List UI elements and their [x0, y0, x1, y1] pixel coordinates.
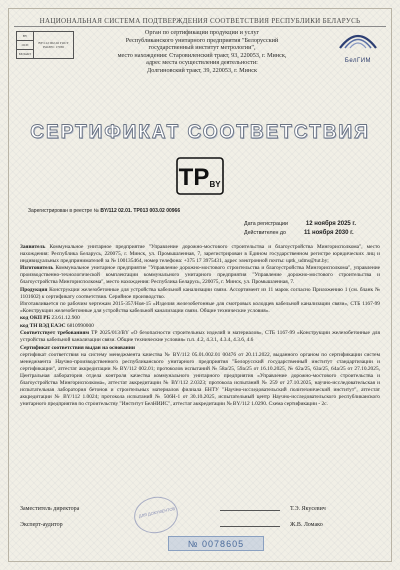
director-name: Т.Э. Якусевич	[290, 506, 326, 512]
registration-date: 12 ноября 2025 г.	[305, 221, 356, 227]
tr-by-mark-icon	[176, 157, 224, 195]
product-label: Продукция	[20, 286, 48, 293]
badge-cell: BY	[17, 32, 33, 41]
expert-label: Эксперт-аудитор	[20, 522, 63, 528]
okp-line	[20, 315, 380, 322]
conforms-paragraph	[20, 330, 380, 344]
tr-mark-sub: BY	[209, 180, 221, 189]
expert-signature-row	[20, 522, 380, 528]
product-paragraph	[20, 287, 380, 301]
expert-name: Ж.В. Ломако	[290, 522, 323, 528]
director-signature-line	[220, 504, 280, 511]
certification-body	[86, 29, 318, 74]
badge-text: BY/112 002.02 ГОСТ ISO/IEC 17065	[38, 40, 69, 49]
stamp-text: ДЛЯ ДОКУМЕНТОВ	[138, 505, 176, 519]
manufacturer-paragraph	[20, 265, 380, 286]
organ-line: Республиканского унитарного предприятия "Белорусский	[125, 36, 279, 44]
date-block	[244, 220, 356, 238]
tnved-line	[20, 323, 380, 330]
issued-label-line	[20, 345, 380, 352]
organ-line: государственный институт метрологии",	[148, 44, 256, 51]
made-by-paragraph: Изготавливается по рабочим чертежам 2015-357/Ноя-15 «Изделия железобетонные для смотровых колодцев кабельной канализации связи», СТБ 1167-99 «Конструкции железобетонные для устройства кабельной канализации связи. Общие технические условия».	[20, 301, 380, 314]
certificate-title: СЕРТИФИКАТ СООТВЕТСТВИЯ	[30, 122, 370, 143]
belgim-logo	[330, 28, 386, 62]
badge-cell: ОСП	[17, 41, 33, 50]
tr-mark-main: TP	[178, 164, 210, 191]
issued-label: Сертификат соответствия выдан на основании	[20, 344, 135, 351]
tnved-label: код ТН ВЭД ЕАЭС	[20, 322, 66, 329]
belgim-emblem-icon	[337, 28, 379, 52]
manufacturer-label: Изготовитель	[20, 265, 54, 272]
organ-line: Долгиновский тракт, 39, 220053, г. Минск	[146, 66, 257, 74]
organ-line: место нахождения: Старовиленский тракт, 93, 220053, г. Минск,	[117, 51, 287, 59]
conforms-label: Соответствует требованиям	[20, 330, 90, 337]
okp-label: код ОКП РБ	[20, 315, 51, 322]
director-label: Заместитель директора	[20, 506, 80, 512]
applicant-paragraph	[20, 244, 380, 265]
national-system-line: НАЦИОНАЛЬНАЯ СИСТЕМА ПОДТВЕРЖДЕНИЯ СООТВЕТСТВИЯ РЕСПУБЛИКИ БЕЛАРУСЬ	[14, 17, 386, 27]
applicant-label: Заявитель	[20, 244, 46, 250]
serial-number: № 0078605	[168, 536, 264, 551]
registration-date-label: Дата регистрации	[244, 221, 288, 227]
accreditation-badge	[16, 31, 74, 59]
tnved-code: 6810990000	[66, 322, 94, 329]
valid-until-label: Действителен до	[244, 230, 286, 236]
valid-until-date: 11 ноября 2030 г.	[303, 230, 354, 236]
expert-signature-line	[220, 520, 280, 527]
belgim-label: БелГИМ	[344, 58, 372, 64]
manufacturer-text: Коммунальное унитарное предприятие "Управление дорожно-мостового строительства и благоустройства Мингорисполкома", управление производственно-технологической комплектации коммунального унитарного предприятия "Управление дорожно-мостового строительства и благоустройства Мингорисполкома", место нахождения: Республика Беларусь, 220075, г. Минск, ул. Промышленная, 7.	[20, 265, 380, 286]
applicant-text: Коммунальное унитарное предприятие "Управление дорожно-мостового строительства и благоустройства Мингорисполкома", место нахождения: Республика Беларусь, 220075, г. Минск, ул. Промышленная, 7, зарегистрирован в Едином государственном регистре юридических лиц и индивидуальных предпринимателей за № 100135464, номер телефона: +375 17 3975431, адрес электронной почты: uptk_udms@tut.by;	[20, 244, 380, 264]
product-text: Конструкции железобетонные для устройства кабельной канализации связи. Ассортимент из 11 марок согласно Приложению 1 (см. бланк № 1101602) к сертификату соответствия. Серийное производство.	[20, 286, 380, 300]
registry-label: Зарегистрирован в реестре №	[28, 208, 99, 214]
organ-line: Орган по сертификации продукции и услуг	[144, 29, 260, 36]
director-signature-row	[20, 506, 380, 512]
registry-line	[28, 208, 180, 214]
okp-code: 23.61.12.900	[51, 315, 80, 322]
registry-number: BY/112 02.01. ТР013 003.02 00966	[100, 208, 181, 214]
certificate-body	[20, 244, 380, 408]
issued-paragraph: сертификат соответствия на систему менеджмента качества № BY/112 05.01.002.01 00476 от 20.11.2022, выданного органом по сертификации систем менеджмента Научно-производственного республиканского унитарного предприятия "Белорусский государственный институт стандартизации и сертификации", аттестат аккредитации № BY/112 002.01; протоколов испытаний № 58а/25, 59а/25 от 16.10.2025, № 62а/25, 63а/25, 64а/25 от 27.10.2025, Центральная лаборатория отдела контроля качества коммунального унитарного предприятия «Управление дорожно-мостового строительства и благоустройства Мингорисполкома», аттестат аккредитации № BY/112 2.0323; протокола испытаний № 259 от 27.10.2025, научно-исследовательская и испытательная лаборатория бетонов и строительных материалов филиала БНТУ "Научно-исследовательский политехнический институт", аттестат аккредитации № BY/112 1.0024; протокола испытаний № 506Н-1 от 30.10.2025, испытательный центр Научно-исследовательского республиканского унитарного предприятия по строительству "Институт БелНИИС", аттестат аккредитации № BY/112 1.0290. Схема сертификации - 2с.	[20, 352, 380, 407]
organ-line: адрес места осуществления деятельности:	[146, 59, 258, 66]
badge-cell: БЕЛАКТ	[18, 52, 32, 56]
conforms-text: ТР 2025/013/BY «О безопасности строительных изделий и материалов», СТБ 1167-99 «Конструкции железобетонные для устройства кабельной канализации связи. Общие технические условия» п.п. 4.2, 4.3.1, 4.3.4, 4.3.6, 4.6	[20, 330, 380, 344]
